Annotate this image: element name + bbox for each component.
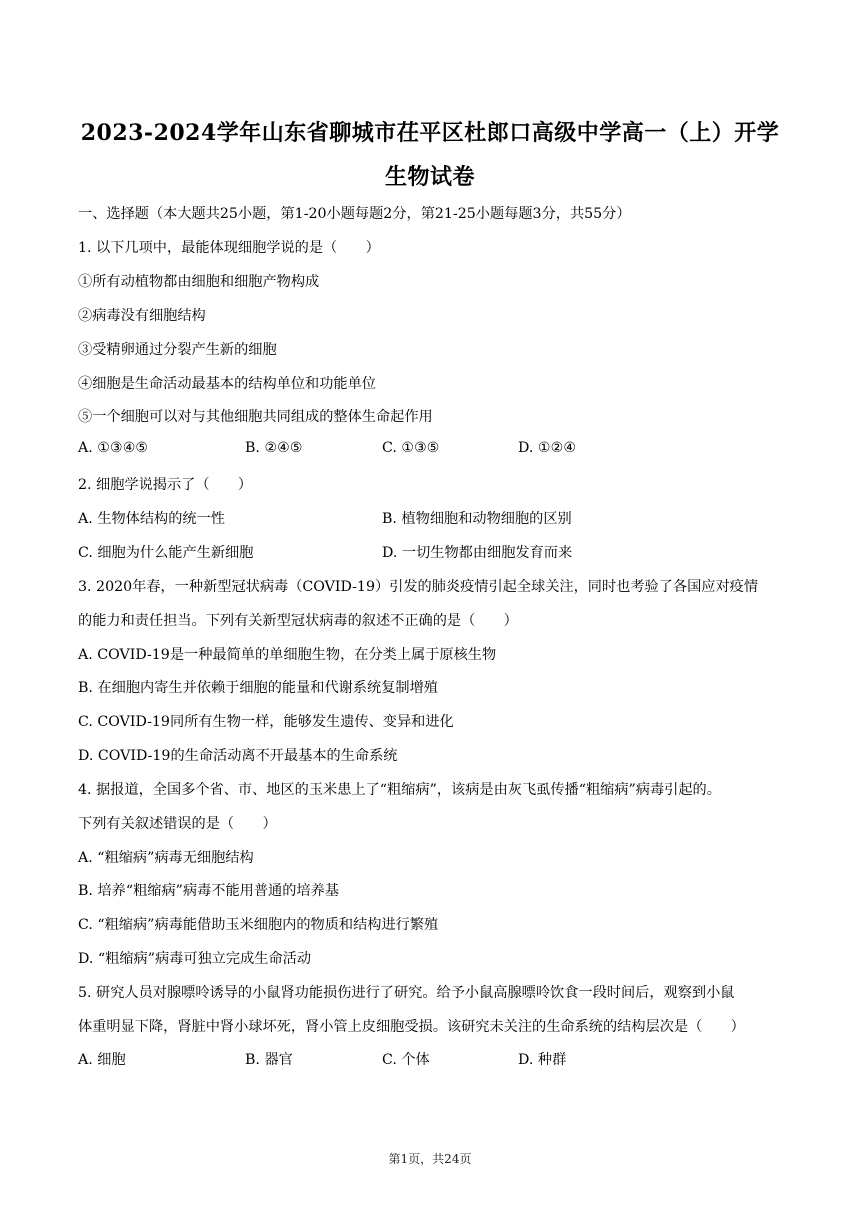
q4-option-d: D. “粗缩病”病毒可独立完成生命活动 xyxy=(78,951,312,967)
q1-option-c: C. ①③⑤ xyxy=(382,440,440,456)
q5-stem-line1: 5. 研究人员对腺嘌呤诱导的小鼠肾功能损伤进行了研究。给予小鼠高腺嘌呤饮食一段时间后，观察到小鼠 xyxy=(78,985,735,1001)
q3-option-d: D. COVID-19的生命活动离不开最基本的生命系统 xyxy=(78,748,398,764)
q1-option-a: A. ①③④⑤ xyxy=(78,440,149,456)
q2-option-d: D. 一切生物都由细胞发育而来 xyxy=(382,545,573,561)
q1-item-1: ①所有动植物都由细胞和细胞产物构成 xyxy=(78,274,320,290)
q1-stem: 1. 以下几项中，最能体现细胞学说的是（ ） xyxy=(78,240,380,256)
q3-option-a: A. COVID-19是一种最简单的单细胞生物，在分类上属于原核生物 xyxy=(78,647,497,663)
page-footer: 第1页，共24页 xyxy=(388,1152,472,1166)
q5-option-a: A. 细胞 xyxy=(78,1052,126,1068)
q3-option-b: B. 在细胞内寄生并依赖于细胞的能量和代谢系统复制增殖 xyxy=(78,680,438,696)
q3-stem-line2: 的能力和责任担当。下列有关新型冠状病毒的叙述不正确的是（ ） xyxy=(78,613,518,629)
q5-option-d: D. 种群 xyxy=(518,1052,567,1068)
q4-stem-line1: 4. 据报道，全国多个省、市、地区的玉米患上了“粗缩病”，该病是由灰飞虱传播“粗缩病”病毒引起的。 xyxy=(78,782,721,798)
q4-option-c: C. “粗缩病”病毒能借助玉米细胞内的物质和结构进行繁殖 xyxy=(78,917,439,933)
q1-item-5: ⑤一个细胞可以对与其他细胞共同组成的整体生命起作用 xyxy=(78,409,433,425)
q1-item-4: ④细胞是生命活动最基本的结构单位和功能单位 xyxy=(78,376,376,392)
q1-item-3: ③受精卵通过分裂产生新的细胞 xyxy=(78,342,277,358)
q2-option-b: B. 植物细胞和动物细胞的区别 xyxy=(382,511,572,527)
q2-option-c: C. 细胞为什么能产生新细胞 xyxy=(78,545,254,561)
q3-stem-line1: 3. 2020年春，一种新型冠状病毒（COVID-19）引发的肺炎疫情引起全球关注，同时也考验了各国应对疫情 xyxy=(78,579,759,595)
exam-title-line2: 生物试卷 xyxy=(384,164,475,190)
q1-item-2: ②病毒没有细胞结构 xyxy=(78,308,206,324)
q5-stem-line2: 体重明显下降，肾脏中肾小球坏死，肾小管上皮细胞受损。该研究未关注的生命系统的结构层次是（ ） xyxy=(78,1019,745,1035)
section-heading: 一、选择题（本大题共25小题，第1-20小题每题2分，第21-25小题每题3分，共55分） xyxy=(78,206,631,222)
q4-option-a: A. “粗缩病”病毒无细胞结构 xyxy=(78,850,254,866)
q1-option-b: B. ②④⑤ xyxy=(245,440,303,456)
q5-option-b: B. 器官 xyxy=(245,1052,293,1068)
q2-stem: 2. 细胞学说揭示了（ ） xyxy=(78,477,253,493)
q4-stem-line2: 下列有关叙述错误的是（ ） xyxy=(78,816,277,832)
q5-option-c: C. 个体 xyxy=(382,1052,430,1068)
exam-title-line1: 2023-2024学年山东省聊城市茌平区杜郎口高级中学高一（上）开学 xyxy=(80,120,780,146)
q1-option-d: D. ①②④ xyxy=(518,440,577,456)
q2-option-a: A. 生物体结构的统一性 xyxy=(78,511,225,527)
q4-option-b: B. 培养“粗缩病”病毒不能用普通的培养基 xyxy=(78,883,339,899)
q3-option-c: C. COVID-19同所有生物一样，能够发生遗传、变异和进化 xyxy=(78,714,454,730)
